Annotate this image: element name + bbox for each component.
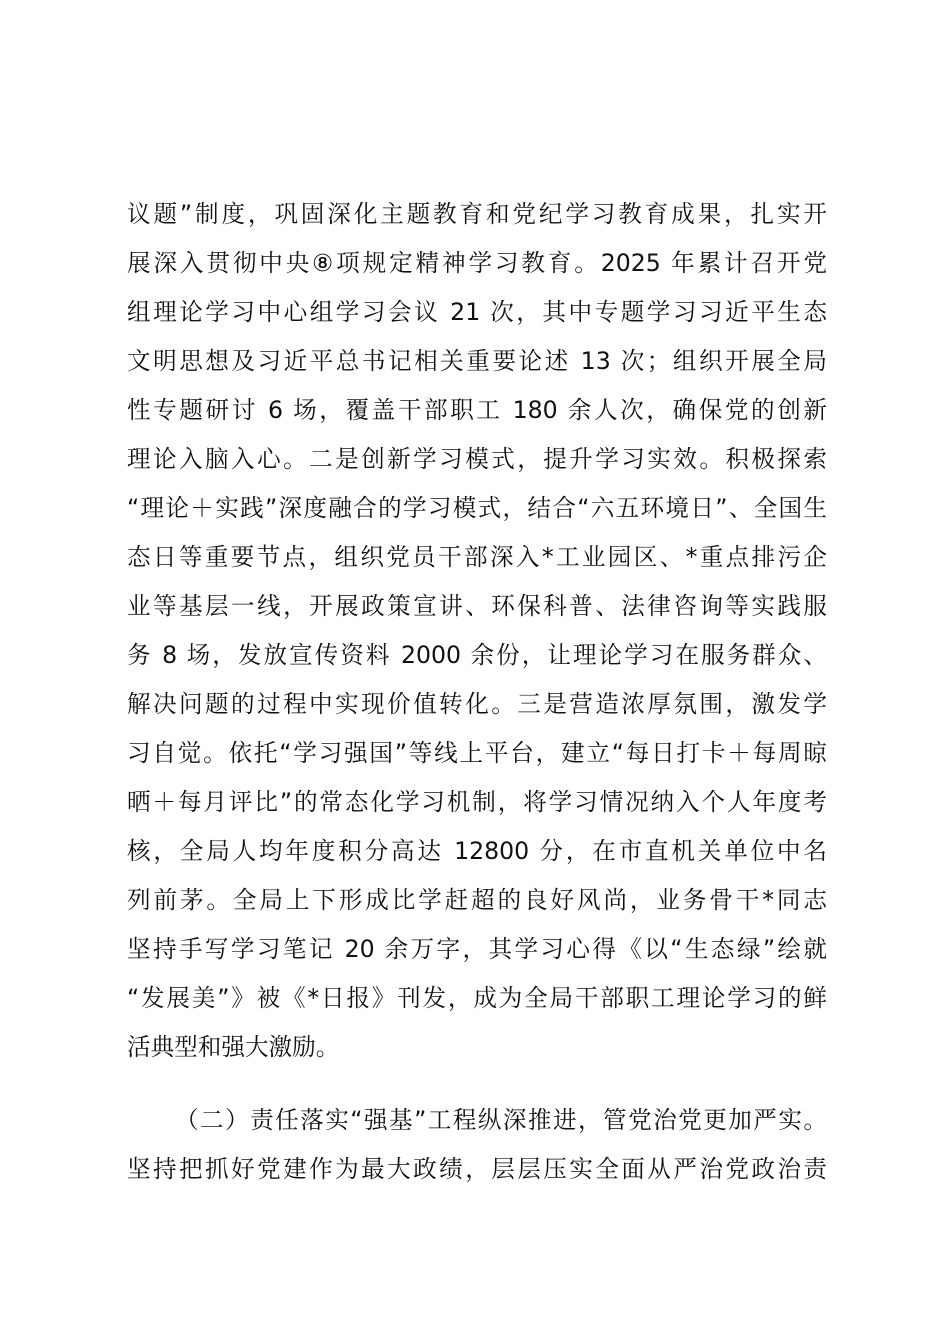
paragraph-line: 组理论学习中心组学习会议 21 次，其中专题学习习近平生态 bbox=[127, 298, 827, 326]
paragraph-line: 列前茅。全局上下形成比学赶超的良好风尚，业务骨干*同志 bbox=[127, 886, 827, 914]
paragraph-line: 晒＋每月评比”的常态化学习机制，将学习情况纳入个人年度考 bbox=[127, 788, 827, 816]
body-paragraph-1 bbox=[127, 190, 827, 1072]
paragraph-line: 核，全局人均年度积分高达 12800 分，在市直机关单位中名 bbox=[127, 837, 827, 865]
paragraph-line: 议题”制度，巩固深化主题教育和党纪学习教育成果，扎实开 bbox=[127, 200, 827, 228]
paragraph-line: 性专题研讨 6 场，覆盖干部职工 180 余人次，确保党的创新 bbox=[127, 396, 827, 424]
paragraph-line: 坚持手写学习笔记 20 余万字，其学习心得《以“生态绿”绘就 bbox=[127, 935, 827, 963]
section-heading-line: （二）责任落实“强基”工程纵深推进，管党治党更加严实。 bbox=[175, 1106, 827, 1134]
paragraph-line: 活典型和强大激励。 bbox=[127, 1033, 340, 1061]
paragraph-line: 习自觉。依托“学习强国”等线上平台，建立“每日打卡＋每周晾 bbox=[127, 739, 827, 767]
paragraph-line: 业等基层一线，开展政策宣讲、环保科普、法律咨询等实践服 bbox=[127, 592, 827, 620]
paragraph-line: 坚持把抓好党建作为最大政绩，层层压实全面从严治党政治责 bbox=[127, 1155, 827, 1183]
paragraph-line: 态日等重要节点，组织党员干部深入*工业园区、*重点排污企 bbox=[127, 543, 827, 571]
paragraph-line: 文明思想及习近平总书记相关重要论述 13 次；组织开展全局 bbox=[127, 347, 827, 375]
paragraph-line: “理论＋实践”深度融合的学习模式，结合“六五环境日”、全国生 bbox=[127, 494, 827, 522]
body-paragraph-2 bbox=[127, 1096, 827, 1194]
paragraph-line: 展深入贯彻中央⑧项规定精神学习教育。2025 年累计召开党 bbox=[127, 249, 827, 277]
paragraph-line: 务 8 场，发放宣传资料 2000 余份，让理论学习在服务群众、 bbox=[127, 641, 827, 669]
paragraph-line: 理论入脑入心。二是创新学习模式，提升学习实效。积极探索 bbox=[127, 445, 827, 473]
paragraph-line: “发展美”》被《*日报》刊发，成为全局干部职工理论学习的鲜 bbox=[127, 984, 827, 1012]
paragraph-line: 解决问题的过程中实现价值转化。三是营造浓厚氛围，激发学 bbox=[127, 690, 827, 718]
